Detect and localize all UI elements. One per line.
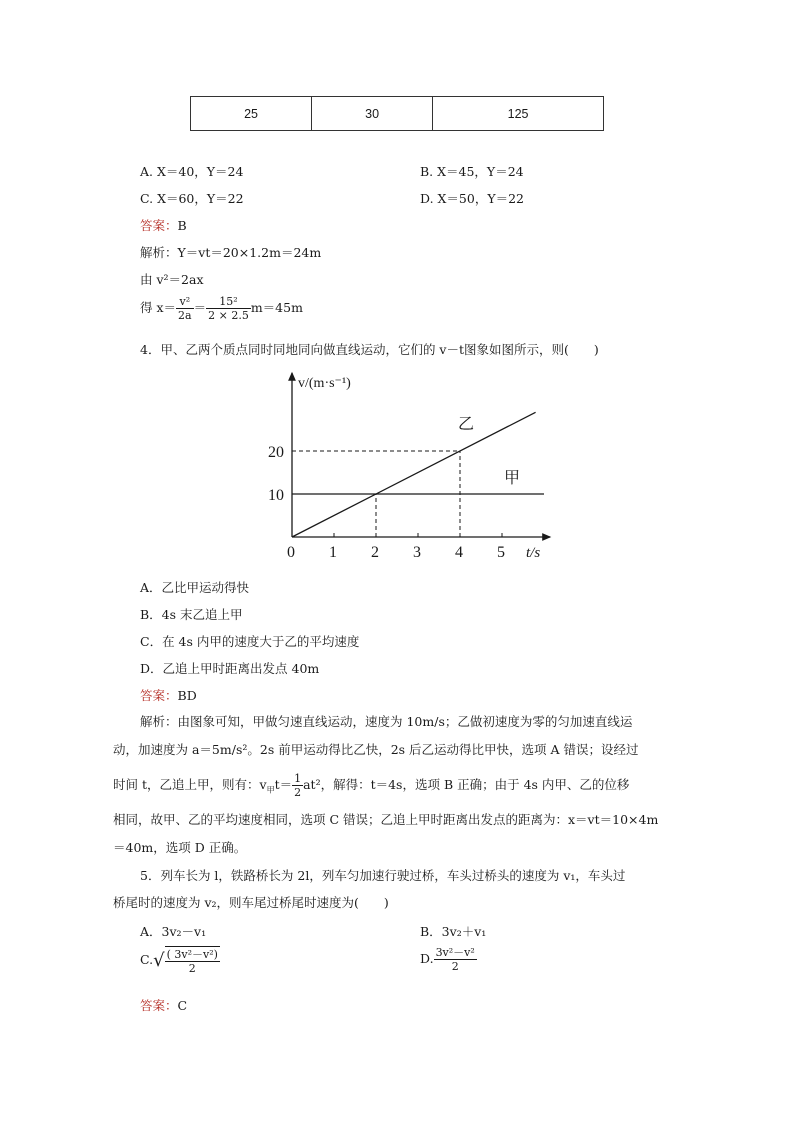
fraction-denominator: 2 <box>188 962 196 975</box>
q4-answer <box>140 686 197 704</box>
fraction-numerator: ( 3v²－v²) <box>166 948 218 961</box>
x-tick-label: 0 <box>287 544 295 561</box>
q5-stem-line-2: 桥尾时的速度为 v₂，则车尾过桥尾时速度为( ) <box>113 895 389 910</box>
text-run: at²，解得：t＝4s，选项 B 正确；由于 4s 内甲、乙的位移 <box>303 777 630 792</box>
fraction-numerator: 15² <box>206 295 251 309</box>
fraction-numerator: 3v²－v² <box>435 946 475 959</box>
data-table <box>190 96 604 131</box>
fraction-denominator: 2 × 2.5 <box>208 309 249 322</box>
fraction <box>292 772 303 799</box>
table-cell: 30 <box>312 97 433 131</box>
text-run: t＝ <box>274 777 293 792</box>
q3-option-d: D. X＝50，Y＝22 <box>420 191 524 206</box>
q4-option-a: A．乙比甲运动得快 <box>140 580 250 595</box>
series-label-jia: 甲 <box>504 468 521 487</box>
fraction-denominator: 2 <box>294 786 302 799</box>
fraction-denominator: 2 <box>451 960 459 973</box>
answer-value: C <box>177 998 188 1013</box>
option-label: C. <box>140 952 154 967</box>
y-tick-label: 10 <box>268 487 284 504</box>
series-line-yi <box>292 412 536 537</box>
fraction <box>434 946 477 973</box>
y-axis-label: v/(m·s⁻¹) <box>298 376 351 391</box>
q5-option-a: A．3v₂－v₁ <box>140 924 207 939</box>
fraction <box>206 295 251 322</box>
answer-label: 答案： <box>140 218 178 233</box>
y-tick-label: 20 <box>268 444 284 461</box>
fraction <box>165 946 220 975</box>
q4-option-c: C．在 4s 内甲的速度大于乙的平均速度 <box>140 634 360 649</box>
x-tick-label: 2 <box>371 544 379 561</box>
fraction-denominator: 2a <box>178 309 192 322</box>
equals-sign: ＝ <box>193 300 207 315</box>
table-cell: 25 <box>191 97 312 131</box>
q4-option-d: D．乙追上甲时距离出发点 40m <box>140 661 320 676</box>
option-label: D. <box>420 951 434 966</box>
q4-analysis-line-3 <box>113 772 629 799</box>
vt-chart <box>260 365 560 565</box>
q4-analysis-line-5: ＝40m，选项 D 正确。 <box>113 840 247 855</box>
q5-answer <box>140 996 187 1014</box>
x-tick-label: 4 <box>455 544 463 561</box>
fraction-numerator: v² <box>176 295 194 309</box>
series-label-yi: 乙 <box>458 414 475 433</box>
q3-analysis-1: 解析：Y＝vt＝20×1.2m＝24m <box>140 245 322 260</box>
q4-stem: 4．甲、乙两个质点同时同地同向做直线运动，它们的 v－t图象如图所示，则( ) <box>140 342 599 357</box>
fraction <box>176 295 194 322</box>
answer-label: 答案： <box>140 688 178 703</box>
table-cell: 125 <box>433 97 604 131</box>
x-axis-label: t/s <box>526 545 541 561</box>
text-run: 时间 t，乙追上甲，则有：v <box>113 777 267 792</box>
q3-answer <box>140 216 187 234</box>
q3-option-c: C. X＝60，Y＝22 <box>140 191 244 206</box>
q5-option-d <box>420 946 477 973</box>
q4-analysis-line-1: 解析：由图象可知，甲做匀速直线运动，速度为 10m/s；乙做初速度为零的匀加速直线运 <box>140 714 633 729</box>
q5-stem-line-1: 5．列车长为 l，铁路桥长为 2l，列车匀加速行驶过桥，车头过桥头的速度为 v₁，车头过 <box>140 868 626 883</box>
formula-suffix: m＝45m <box>250 300 303 315</box>
answer-value: B <box>177 218 187 233</box>
fraction-numerator: 1 <box>294 772 302 785</box>
q5-option-c <box>140 946 220 975</box>
sqrt-sign: √ <box>153 950 165 971</box>
subscript: 甲 <box>266 785 275 795</box>
q3-option-a: A. X＝40，Y＝24 <box>140 164 244 179</box>
q4-analysis-line-4: 相同，故甲、乙的平均速度相同，选项 C 错误；乙追上甲时距离出发点的距离为：x＝vt＝10×4m <box>113 812 659 827</box>
q3-analysis-2: 由 v²＝2ax <box>140 272 204 287</box>
x-tick-label: 1 <box>329 544 337 561</box>
x-tick-label: 3 <box>413 544 421 561</box>
q3-option-b: B. X＝45，Y＝24 <box>420 164 524 179</box>
q5-option-b: B．3v₂＋v₁ <box>420 924 487 939</box>
formula-prefix: 得 x＝ <box>140 300 177 315</box>
answer-label: 答案： <box>140 998 178 1013</box>
table-row <box>191 97 604 131</box>
answer-value: BD <box>177 688 197 703</box>
q4-option-b: B．4s 末乙追上甲 <box>140 607 243 622</box>
q4-analysis-line-2: 动，加速度为 a＝5m/s²。2s 前甲运动得比乙快，2s 后乙运动得比甲快，选项 A 错误；设经过 <box>113 742 639 757</box>
q3-analysis-3 <box>140 295 303 322</box>
x-tick-label: 5 <box>497 544 505 561</box>
